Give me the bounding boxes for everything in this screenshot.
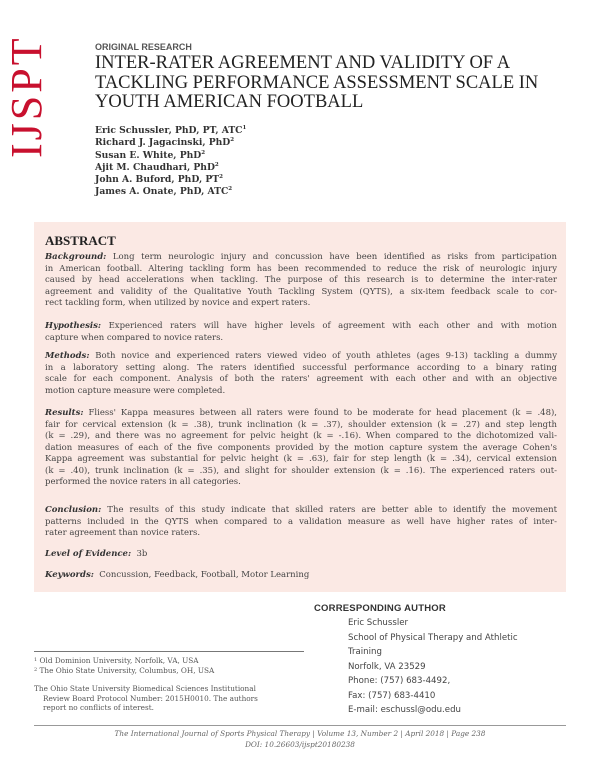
author: John A. Buford, PhD, $PT^2$ bbox=[95, 174, 223, 186]
abstract-box bbox=[34, 222, 566, 592]
level-of-evidence-label: Level of Evidence: bbox=[45, 549, 132, 559]
affiliations bbox=[34, 656, 304, 713]
author: Richard J. Jagacinski, PhD$^2$ bbox=[95, 137, 235, 149]
footer-citation: The International Journal of Sports Physical Therapy | Volume 13, Number 2 | April 2018 | Page 238 bbox=[114, 729, 486, 738]
abstract-results: Results: Fliess' Kappa measures between all raters were found to be moderate for head placement (k = .48), fair for cervical extension (k = .38), trunk inclination (k = .37), shoulder extension (k = .27) and step length (k = .29), and there was no agreement for pelvic height (k = -.16). When compared to the dichotomized vali- dation measures of each of the five components provided by the motion capture system the average Cohen's Kappa agreement was substantial for pelvic height (k = .63), fair for step length (k = .34), cervical extension (k = .40), trunk inclination (k = .35), and slight for shoulder extension (k = .16). The experienced raters out- performed the novice raters in all categories. bbox=[45, 408, 557, 487]
irb-note: The Ohio State University Biomedical Sciences Institutional Review Board Protocol Number: 2015H0010. The authors report no conflicts of interest. bbox=[34, 684, 258, 712]
corresponding-author-email: E-mail: eschussl@odu.edu bbox=[348, 705, 461, 715]
journal-logo bbox=[2, 35, 51, 158]
affiliation: $^2$ The Ohio State University, Columbus, OH, USA bbox=[34, 665, 215, 675]
abstract-conclusion: Conclusion: The results of this study indicate that skilled raters are better able to identify the movement patterns included in the QYTS when compared to a validation measure as well have higher rates of inter- rater agreement than novice raters. bbox=[45, 505, 558, 538]
author: Eric Schussler, PhD, PT, ATC$^1$ bbox=[95, 125, 247, 136]
section-label: ORIGINAL RESEARCH bbox=[95, 42, 192, 52]
author: Susan E. White, PhD$^2$ bbox=[95, 149, 206, 161]
affiliation-divider bbox=[34, 651, 304, 652]
keywords-value: Concussion, Feedback, Football, Motor Learning bbox=[99, 570, 310, 580]
abstract-heading: ABSTRACT bbox=[45, 233, 116, 248]
journal-logo-text: IJSPT bbox=[2, 35, 51, 158]
abstract-hypothesis: Hypothesis: Experienced raters will have higher levels of agreement with each other and with motion capture when compared to novice raters. bbox=[45, 321, 558, 343]
conclusion-label: Conclusion: bbox=[45, 505, 102, 515]
corresponding-author-heading: CORRESPONDING AUTHOR bbox=[314, 603, 446, 614]
title-line: YOUTH AMERICAN FOOTBALL bbox=[95, 92, 364, 112]
author: Ajit M. Chaudhari, PhD$^2$ bbox=[95, 161, 219, 173]
abstract-background: Background: Long term neurologic injury and concussion have been identified as risks from participation in American football. Altering tackling form has been recommended to reduce the risk of neurologic injury caused by head accelerations when tackling. The purpose of this research is to determine the inter-rater agreement and validity of the Qualitative Youth Tackling System (QYTS), a six-item feedback scale to cor- rect tackling form, when utilized by novice and expert raters. bbox=[45, 252, 558, 308]
abstract-methods: Methods: Both novice and experienced raters viewed video of youth athletes (ages 9-13) tackling a dummy in a laboratory setting along. The raters identified successful performance according to a binary rating scale for each component. Analysis of both the raters' agreement with each other and with an objective motion capture measure were completed. bbox=[45, 351, 557, 396]
abstract-level-of-evidence bbox=[45, 549, 557, 561]
corresponding-author-details: Eric Schussler School of Physical Therapy and Athletic Training Norfolk, VA 23529 Phone: (757) 683-4492, Fax: (757) 683-4410 E-mail: eschussl@odu.edu bbox=[348, 616, 518, 718]
background-label: Background: bbox=[45, 252, 107, 262]
affiliation: $^1$ Old Dominion University, Norfolk, VA, USA bbox=[34, 656, 199, 665]
title-line: TACKLING PERFORMANCE ASSESSMENT SCALE IN bbox=[95, 72, 539, 93]
level-of-evidence-value: 3b bbox=[136, 549, 148, 559]
footer-doi: DOI: 10.26603/ijspt20180238 bbox=[245, 740, 355, 749]
author: James A. Onate, PhD, ATC$^2$ bbox=[95, 186, 233, 198]
footer-divider bbox=[34, 725, 566, 726]
article-title bbox=[95, 54, 565, 113]
author-list bbox=[95, 125, 246, 199]
title-line: INTER-RATER AGREEMENT AND VALIDITY OF A bbox=[95, 53, 511, 73]
keywords-label: Keywords: bbox=[45, 570, 94, 580]
methods-label: Methods: bbox=[45, 351, 90, 361]
hypothesis-label: Hypothesis: bbox=[45, 321, 102, 331]
abstract-keywords bbox=[45, 570, 557, 582]
results-label: Results: bbox=[45, 408, 84, 418]
